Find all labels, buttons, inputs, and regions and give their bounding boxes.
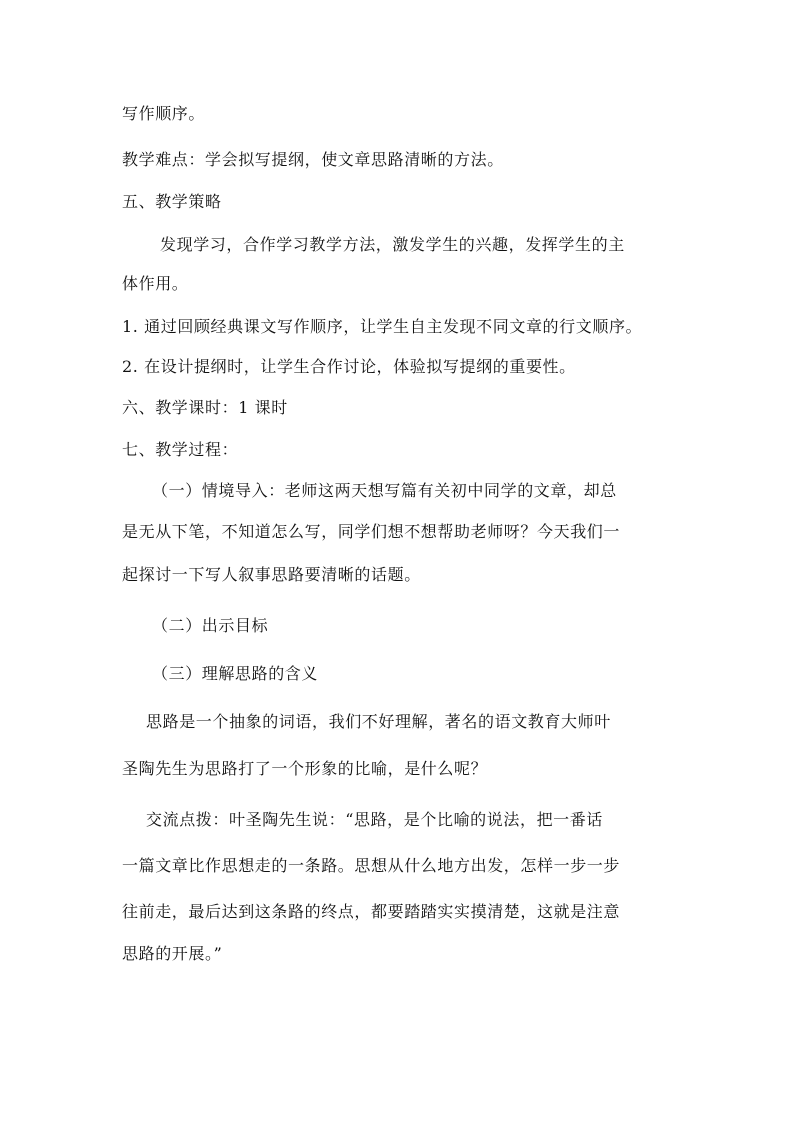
text-line: 是无从下笔，不知道怎么写，同学们想不想帮助老师呀？今天我们一: [122, 522, 621, 541]
text-line: 圣陶先生为思路打了一个形象的比喻，是什么呢？: [122, 759, 488, 778]
section-heading: 六、教学课时：1 课时: [122, 398, 288, 417]
numbered-item: 1. 通过回顾经典课文写作顺序，让学生自主发现不同文章的行文顺序。: [122, 317, 643, 336]
section-heading: 七、教学过程：: [122, 440, 239, 459]
section-heading: 五、教学策略: [122, 192, 222, 211]
numbered-item: 2. 在设计提纲时，让学生合作讨论，体验拟写提纲的重要性。: [122, 357, 576, 376]
text-line: 一篇文章比作思想走的一条路。思想从什么地方出发，怎样一步一步: [122, 856, 621, 875]
text-line: 往前走，最后达到这条路的终点，都要踏踏实实摸清楚，这就是注意: [122, 902, 621, 921]
text-line: 写作顺序。: [122, 104, 206, 123]
text-line: 思路的开展。”: [122, 944, 223, 963]
subsection-heading: （二）出示目标: [152, 616, 269, 635]
text-line: 思路是一个抽象的词语，我们不好理解，著名的语文教育大师叶: [146, 712, 611, 731]
text-line: 体作用。: [122, 274, 189, 293]
text-line: 起探讨一下写人叙事思路要清晰的话题。: [122, 565, 421, 584]
text-line: 教学难点：学会拟写提纲，使文章思路清晰的方法。: [122, 150, 504, 169]
text-line: （一）情境导入：老师这两天想写篇有关初中同学的文章，却总: [152, 481, 617, 500]
text-line: 交流点拨：叶圣陶先生说：“思路，是个比喻的说法，把一番话: [146, 810, 603, 829]
subsection-heading: （三）理解思路的含义: [152, 664, 319, 683]
text-line: 发现学习，合作学习教学方法，激发学生的兴趣，发挥学生的主: [160, 235, 625, 254]
